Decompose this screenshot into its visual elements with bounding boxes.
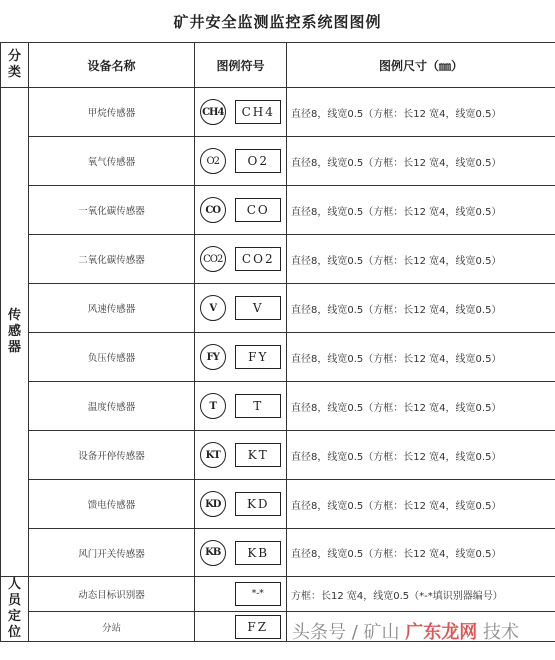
circle-symbol-icon: V: [200, 295, 226, 321]
table-row: [1, 577, 555, 612]
table-header-row: [1, 43, 555, 88]
table-row: [1, 529, 555, 577]
symbol-size: 直径8，线宽0.5（方框：长12 宽4，线宽0.5）: [287, 529, 555, 577]
circle-symbol-icon: KT: [200, 442, 226, 468]
box-symbol-icon: V: [235, 296, 281, 320]
table-row: [1, 382, 555, 431]
device-name: 馈电传感器: [29, 480, 195, 529]
device-name: 二氧化碳传感器: [29, 235, 195, 284]
symbol-cell: [195, 529, 287, 577]
device-name: 温度传感器: [29, 382, 195, 431]
device-name: 分站: [29, 612, 195, 642]
category-cell: 人员定位: [1, 577, 29, 642]
box-symbol-icon: O2: [235, 149, 281, 173]
circle-symbol-icon: CO2: [200, 246, 226, 272]
table-row: [1, 186, 555, 235]
device-name: 甲烷传感器: [29, 88, 195, 137]
symbol-size: 直径8，线宽0.5（方框：长12 宽4，线宽0.5）: [287, 235, 555, 284]
symbol-size: 直径8，线宽0.5（方框：长12 宽4，线宽0.5）: [287, 333, 555, 382]
circle-symbol-icon: KB: [200, 540, 226, 566]
symbol-size: 直径8，线宽0.5（方框：长12 宽4，线宽0.5）: [287, 480, 555, 529]
legend-table: [0, 42, 555, 642]
circle-symbol-icon: CO: [200, 197, 226, 223]
symbol-cell: [195, 88, 287, 137]
device-name: 风速传感器: [29, 284, 195, 333]
symbol-size: 直径8，线宽0.5（方框：长12 宽4，线宽0.5）: [287, 284, 555, 333]
symbol-cell: [195, 137, 287, 186]
table-row: [1, 235, 555, 284]
header-device-name: 设备名称: [29, 43, 195, 88]
watermark: 头条号 / 矿山 广东龙网 技术: [292, 622, 519, 643]
symbol-cell: [195, 577, 287, 612]
symbol-size: 直径8，线宽0.5（方框：长12 宽4，线宽0.5）: [287, 137, 555, 186]
box-symbol-icon: FY: [235, 345, 281, 369]
symbol-size: 直径8，线宽0.5（方框：长12 宽4，线宽0.5）: [287, 431, 555, 480]
box-symbol-icon: CH4: [235, 100, 281, 124]
device-name: 负压传感器: [29, 333, 195, 382]
box-symbol-icon: KB: [235, 541, 281, 565]
legend-body: [1, 88, 555, 642]
box-symbol-icon: *-*: [235, 582, 281, 606]
symbol-cell: [195, 431, 287, 480]
symbol-cell: [195, 333, 287, 382]
symbol-cell: [195, 612, 287, 642]
symbol-cell: [195, 284, 287, 333]
header-category: 分类: [1, 43, 29, 88]
page-title: 矿井安全监测监控系统图图例: [173, 12, 382, 31]
box-symbol-icon: FZ: [235, 615, 281, 639]
device-name: 风门开关传感器: [29, 529, 195, 577]
box-symbol-icon: KT: [235, 443, 281, 467]
symbol-cell: [195, 235, 287, 284]
symbol-cell: [195, 186, 287, 235]
symbol-cell: [195, 382, 287, 431]
table-row: [1, 137, 555, 186]
circle-symbol-icon: T: [200, 393, 226, 419]
symbol-size: 直径8，线宽0.5（方框：长12 宽4，线宽0.5）: [287, 88, 555, 137]
category-cell: 传感器: [1, 88, 29, 577]
symbol-cell: [195, 480, 287, 529]
table-row: [1, 480, 555, 529]
device-name: 氧气传感器: [29, 137, 195, 186]
device-name: 设备开停传感器: [29, 431, 195, 480]
box-symbol-icon: CO: [235, 198, 281, 222]
symbol-size: 方框：长12 宽4，线宽0.5（*-*填识别器编号）: [287, 577, 555, 612]
box-symbol-icon: KD: [235, 492, 281, 516]
box-symbol-icon: CO2: [235, 247, 281, 271]
circle-symbol-icon: FY: [200, 344, 226, 370]
box-symbol-icon: T: [235, 394, 281, 418]
device-name: 一氧化碳传感器: [29, 186, 195, 235]
circle-symbol-icon: O2: [200, 148, 226, 174]
table-row: [1, 284, 555, 333]
circle-symbol-icon: KD: [200, 491, 226, 517]
header-symbol: 图例符号: [195, 43, 287, 88]
header-size: 图例尺寸（㎜）: [287, 43, 555, 88]
table-row: [1, 333, 555, 382]
circle-symbol-icon: CH4: [200, 99, 226, 125]
table-row: [1, 88, 555, 137]
device-name: 动态目标识别器: [29, 577, 195, 612]
table-row: [1, 431, 555, 480]
symbol-size: 直径8，线宽0.5（方框：长12 宽4，线宽0.5）: [287, 382, 555, 431]
symbol-size: 直径8，线宽0.5（方框：长12 宽4，线宽0.5）: [287, 186, 555, 235]
